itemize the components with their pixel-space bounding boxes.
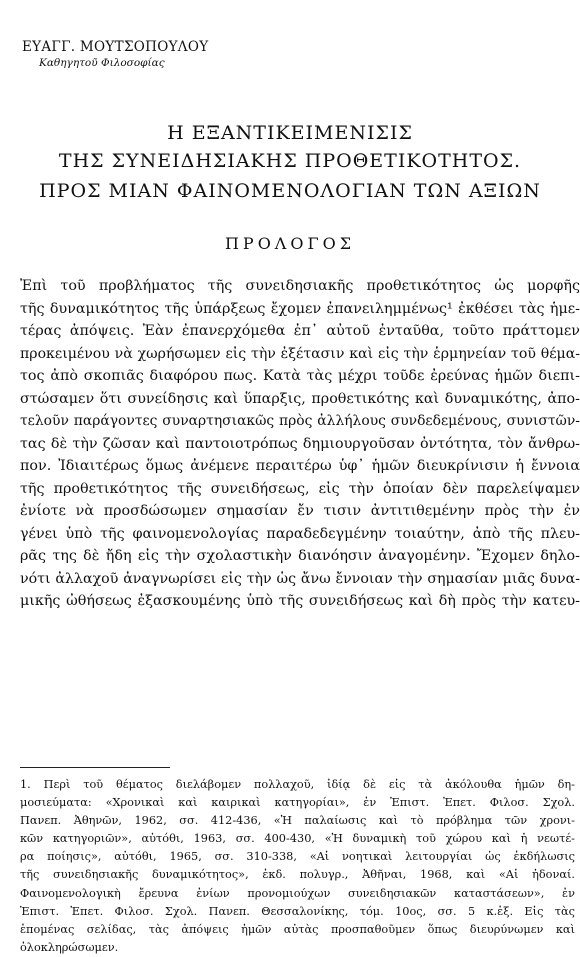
- footnote-line: Φαινομενολογικὴ ἔρευνα ἐνίων προνομιούχων συνειδησιακῶν καταστάσεων», ἐν: [20, 886, 575, 900]
- body-line: τέρας ἀπόψεις. Ἐὰν ἐπανερχόμεθα ἐπ᾽ αὐτοῦ ἐνταῦθα, τοῦτο πράττομεν: [20, 323, 580, 339]
- body-line: ρᾶς της δὲ ἤδη εἰς τὴν σχολαστικὴν διανόησιν ἀναγομένην. Ἔχομεν δηλο-: [20, 548, 580, 564]
- body-line: νότι ἀλλαχοῦ ἀναγνωρίσει εἰς τὴν ὡς ἄνω ἔννοιαν τὴν σημασίαν μιᾶς δυνα-: [20, 570, 580, 587]
- footnote-line: ὁλοκληρώσωμεν.: [20, 940, 119, 954]
- title-line-2: ΤΗΣ ΣΥΝΕΙΔΗΣΙΑΚΗΣ ΠΡΟΘΕΤΙΚΟΤΗΤΟΣ.: [58, 150, 522, 172]
- footnote-line: κῶν κατηγοριῶν», αὐτόθι, 1963, σσ. 400-430, «Ἡ δυναμικὴ τοῦ χώρου καὶ ἡ νεωτέ-: [20, 832, 575, 846]
- body-line: μικῆς ὠθήσεως ἐξασκουμένης ὑπὸ τῆς συνειδήσεως καὶ δὴ πρὸς τὴν κατευ-: [20, 593, 580, 609]
- body-line: Ἐπὶ τοῦ προβλήματος τῆς συνειδησιακῆς προθετικότητος ὡς μορφῆς: [20, 278, 580, 294]
- footnote-line: ἑπομένας σελίδας, τὰς ἀπόψεις ἡμῶν αὐτὰς προσπαθοῦμεν ὅπως διευρύνωμεν καὶ: [20, 922, 575, 936]
- body-line: τῆς προθετικότητος τῆς συνειδήσεως, εἰς τὴν ὁποίαν δὲν παρελείψαμεν: [20, 480, 580, 497]
- body-paragraph: [20, 275, 580, 613]
- body-line: τελοῦν παράγοντες συναρτησιακῶς πρὸς ἀλλήλους συνδεδεμένους, συνιστῶν-: [20, 413, 580, 429]
- body-line: γένει ὑπὸ τῆς φαινομενολογίας παραδεδεγμένην τοιαύτην, ἀπὸ τῆς πλευ-: [20, 525, 580, 542]
- title-line-3: ΠΡΟΣ ΜΙΑΝ ΦΑΙΝΟΜΕΝΟΛΟΓΙΑΝ ΤΩΝ ΑΞΙΩΝ: [39, 180, 541, 202]
- footnote-divider: [20, 767, 170, 768]
- body-line: ἐνίοτε νὰ προσδώσωμεν σημασίαν ἔν τισιν ἀντιτιθεμένην πρὸς τὴν ἐν: [20, 503, 580, 519]
- body-line: πον. Ἰδιαιτέρως ὅμως ἀνέμενε περαιτέρω ὑφ᾽ ἡμῶν διευκρίνισιν ἡ ἔννοια: [20, 458, 580, 474]
- footnote-line: Πανεπ. Ἀθηνῶν, 1962, σσ. 412-436, «Ἡ παλαίωσις καὶ τὸ πρόβλημα τῶν χρονι-: [20, 814, 575, 828]
- author-name: ΕΥΑΓΓ. ΜΟΥΤΣΟΠΟΥΛΟΥ: [22, 39, 209, 55]
- body-line: τας δὲ τὴν ζῶσαν καὶ παντοιοτρόπως δημιουργοῦσαν ὀντότητα, τὸν ἄνθρω-: [20, 435, 580, 452]
- title-line-1: Η ΕΞΑΝΤΙΚΕΙΜΕΝΙΣΙΣ: [167, 122, 413, 144]
- body-line: στώσαμεν ὅτι συνείδησις καὶ ὕπαρξις, προθετικότης καὶ δυναμικότης, ἀπο-: [20, 390, 580, 407]
- section-heading: ΠΡΟΛΟΓΟΣ: [224, 234, 356, 253]
- footnote-line: τῆς συνειδησιακῆς δυναμικότητος», ἐκδ. πολυγρ., Ἀθῆναι, 1968, καὶ «Αἱ ἡδοναί.: [20, 868, 575, 882]
- body-line: τῆς δυναμικότητος τῆς ὑπάρξεως ἔχομεν ἐπανειλημμένως¹ ἐκθέσει τὰς ἡμε-: [20, 300, 580, 317]
- footnote: [20, 776, 575, 957]
- footnote-line: 1. Περὶ τοῦ θέματος διελάβομεν πολλαχοῦ, ἰδίᾳ δὲ εἰς τὰ ἀκόλουθα ἡμῶν δη-: [20, 778, 575, 791]
- footnote-line: Ἐπιστ. Ἐπετ. Φιλοσ. Σχολ. Πανεπ. Θεσσαλονίκης, τόμ. 10ος, σσ. 5 κ.ἑξ. Εἰς τὰς: [20, 904, 575, 918]
- body-line: προκειμένου νὰ χωρήσωμεν εἰς τὴν ἐξέτασιν καὶ εἰς τὴν ἑρμηνείαν τοῦ θέμα-: [20, 345, 580, 362]
- footnote-line: μοσιεύματα: «Χρονικαὶ καὶ καιρικαὶ κατηγορίαι», ἐν Ἐπιστ. Ἐπετ. Φιλοσ. Σχολ.: [20, 796, 575, 810]
- author-affiliation: Καθηγητοῦ Φιλοσοφίας: [39, 57, 165, 69]
- body-line: τος ἀπὸ σκοπιᾶς διαφόρου πως. Κατὰ τὰς μέχρι τοῦδε ἐρεύνας ἡμῶν διεπι-: [20, 368, 580, 384]
- footnote-line: ρα ποίησις», αὐτόθι, 1965, σσ. 310-338, «Αἱ νοητικαὶ λειτουργίαι ὡς ἐκδήλωσις: [20, 850, 575, 864]
